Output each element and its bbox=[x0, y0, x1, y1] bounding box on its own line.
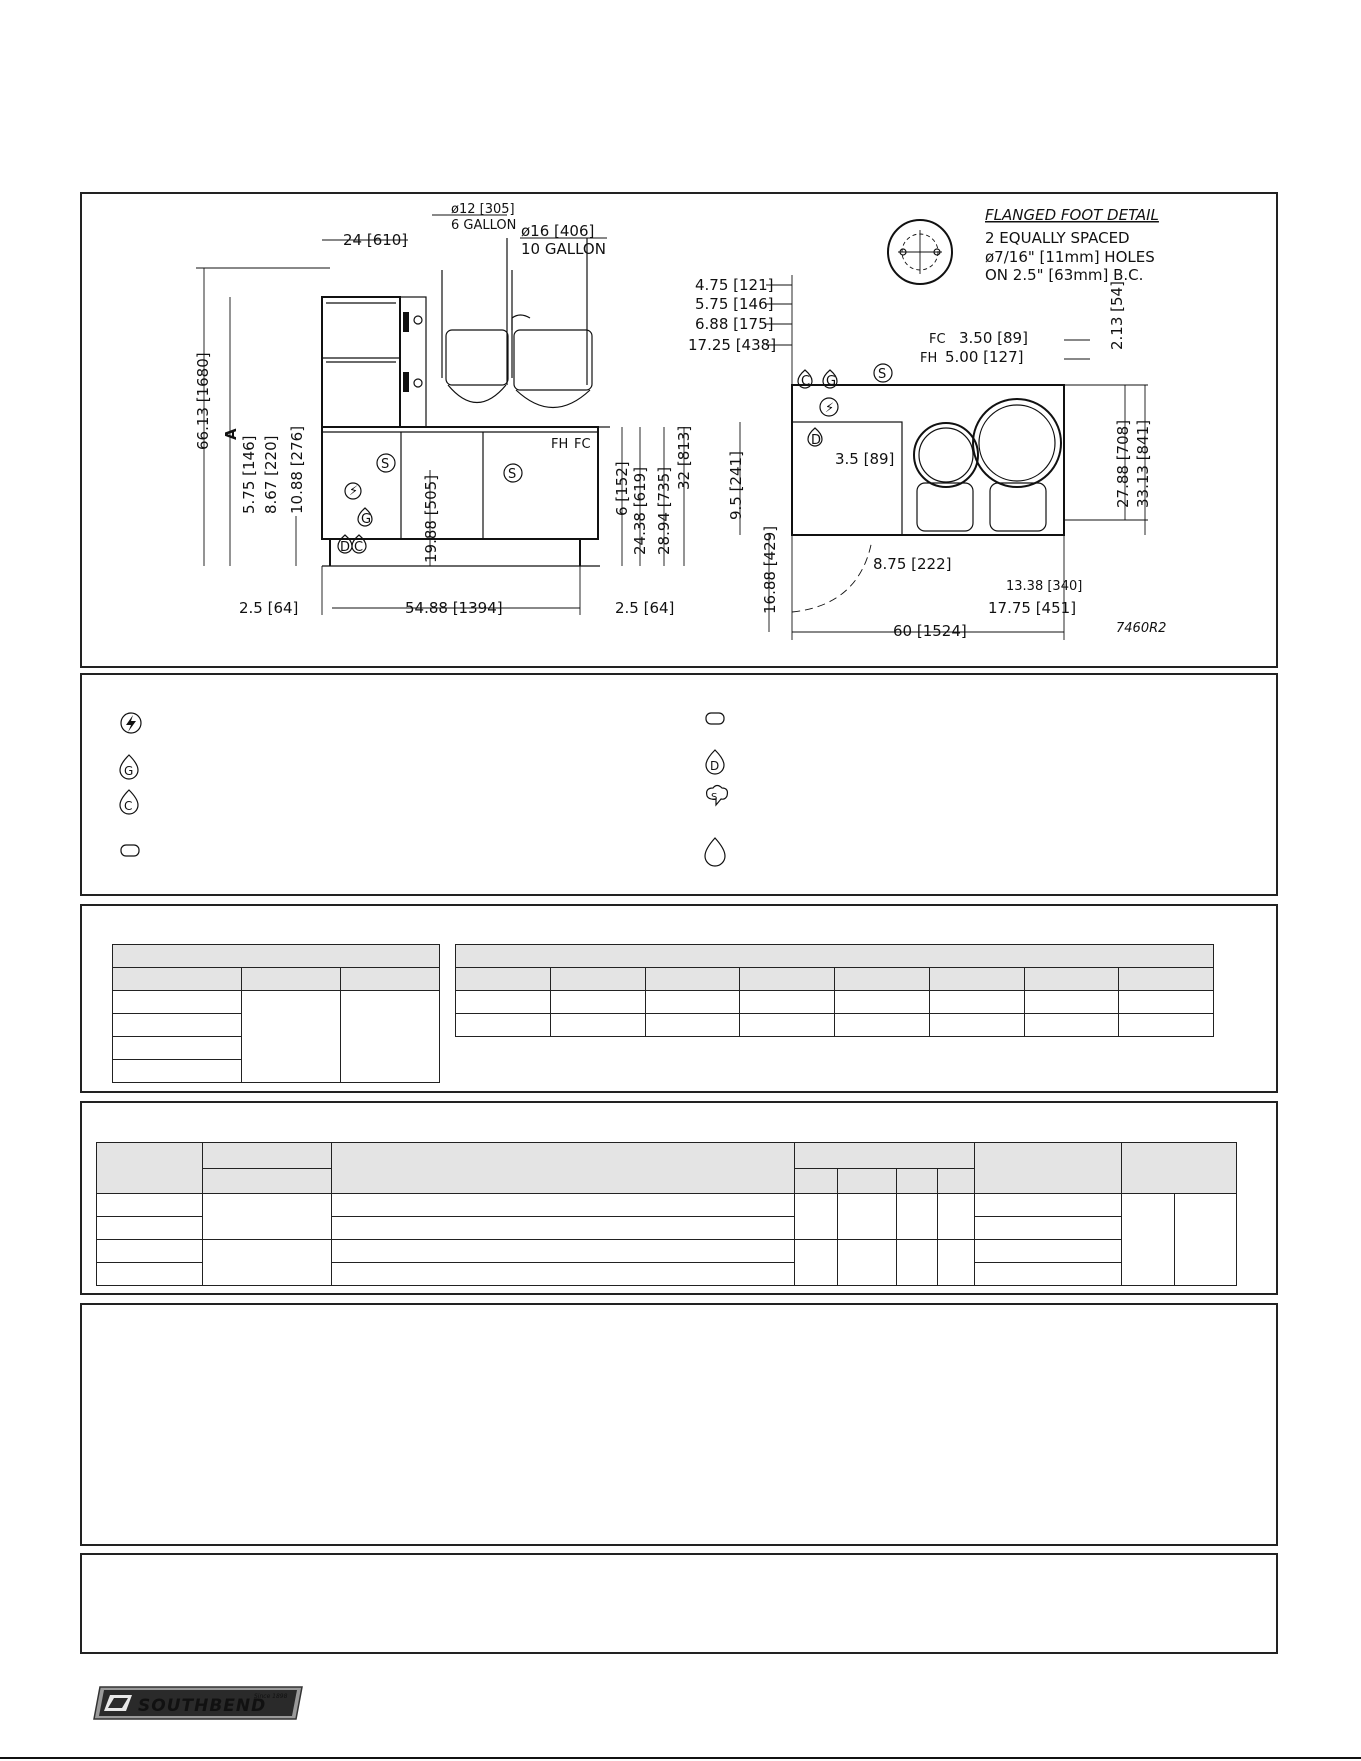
table-cell bbox=[550, 991, 645, 1014]
elec-subcol bbox=[938, 1168, 975, 1194]
water-icon bbox=[705, 838, 725, 866]
table-cell bbox=[1024, 991, 1119, 1014]
front-c-label: C bbox=[354, 540, 364, 555]
plan-fc-label: FC bbox=[929, 332, 946, 347]
table-cell bbox=[97, 1240, 203, 1263]
front-g-label: G bbox=[361, 512, 372, 527]
table-cell bbox=[740, 1014, 835, 1037]
front-d-label: D bbox=[340, 540, 351, 555]
table-cell bbox=[938, 1240, 975, 1286]
rating-col bbox=[645, 968, 740, 991]
plan-dim-1: 4.75 [121] bbox=[695, 276, 774, 294]
elec-col-group bbox=[203, 1143, 332, 1169]
plan-dim-4: 17.25 [438] bbox=[688, 336, 777, 354]
dimension-drawing bbox=[82, 194, 1276, 666]
rating-col bbox=[835, 968, 930, 991]
elec-col-extra bbox=[1122, 1143, 1237, 1194]
dim-kettle-large-cap: 10 GALLON bbox=[521, 240, 606, 258]
front-fc-label: FC bbox=[574, 437, 591, 452]
shipping-col-2 bbox=[242, 968, 341, 991]
table-cell bbox=[835, 1014, 930, 1037]
plan-kettle-offset-1: 13.38 [340] bbox=[1006, 579, 1083, 594]
dim-left-offset: 2.5 [64] bbox=[239, 599, 299, 617]
table-cell bbox=[113, 991, 242, 1014]
bottom-rule bbox=[0, 1757, 1361, 1759]
table-cell bbox=[456, 1014, 551, 1037]
table-cell bbox=[938, 1194, 975, 1240]
table-cell bbox=[332, 1240, 795, 1263]
electrical-panel bbox=[80, 1101, 1278, 1295]
table-cell bbox=[97, 1217, 203, 1240]
dim-counter-height-2: 28.94 [735] bbox=[655, 466, 673, 555]
table-cell bbox=[113, 1037, 242, 1060]
footer-panel bbox=[80, 1553, 1278, 1654]
plan-drain-depth: 9.5 [241] bbox=[727, 451, 745, 520]
shipping-col-1 bbox=[113, 968, 242, 991]
southbend-logo bbox=[92, 1685, 304, 1721]
dim-steam-height: 19.88 [505] bbox=[422, 474, 440, 563]
dim-height-a: A bbox=[222, 428, 240, 440]
rating-col bbox=[550, 968, 645, 991]
table-cell bbox=[975, 1194, 1122, 1217]
dim-counter-height-1: 24.38 [619] bbox=[631, 466, 649, 555]
table-cell bbox=[332, 1194, 795, 1217]
table-cell bbox=[1119, 1014, 1214, 1037]
table-cell bbox=[341, 991, 440, 1083]
shipping-table-header bbox=[113, 945, 440, 968]
rating-col bbox=[740, 968, 835, 991]
table-cell bbox=[645, 991, 740, 1014]
table-cell bbox=[1175, 1194, 1237, 1286]
drain-icon bbox=[706, 750, 724, 774]
front-elec-marker: ⚡ bbox=[349, 484, 359, 499]
svg-text:G: G bbox=[124, 764, 134, 778]
electric-icon bbox=[121, 713, 141, 733]
table-cell bbox=[795, 1194, 838, 1240]
elec-col-amps bbox=[975, 1143, 1122, 1194]
table-cell bbox=[456, 991, 551, 1014]
elec-subcol bbox=[838, 1168, 897, 1194]
service-legend-panel bbox=[80, 673, 1278, 896]
steam-icon bbox=[707, 786, 728, 806]
table-cell bbox=[795, 1240, 838, 1286]
table-cell bbox=[1119, 991, 1214, 1014]
plan-d-label: D bbox=[811, 433, 822, 448]
legend-icons bbox=[82, 675, 1276, 894]
table-cell bbox=[645, 1014, 740, 1037]
dim-kettle-large-dia: ø16 [406] bbox=[521, 222, 595, 240]
plan-leg-depth: 16.88 [429] bbox=[761, 525, 779, 614]
svg-text:C: C bbox=[124, 799, 133, 813]
plan-c-label: C bbox=[801, 374, 811, 389]
dim-elec-height: 10.88 [276] bbox=[288, 425, 306, 514]
table-cell bbox=[929, 1014, 1024, 1037]
rating-col bbox=[1024, 968, 1119, 991]
table-cell bbox=[203, 1240, 332, 1286]
elec-col-description bbox=[332, 1143, 795, 1194]
dim-cabinet-width: 24 [610] bbox=[343, 231, 408, 249]
table-cell bbox=[97, 1194, 203, 1217]
table-cell bbox=[838, 1194, 897, 1240]
plan-door-swing: 8.75 [222] bbox=[873, 555, 952, 573]
logo-text: SOUTHBEND bbox=[138, 1696, 267, 1716]
svg-text:S: S bbox=[711, 792, 718, 803]
plan-depth-1: 27.88 [708] bbox=[1114, 419, 1132, 508]
specs-panel bbox=[80, 904, 1278, 1093]
plan-fh-dim: 5.00 [127] bbox=[945, 348, 1024, 366]
plan-dim-2: 5.75 [146] bbox=[695, 295, 774, 313]
table-cell bbox=[242, 991, 341, 1083]
plan-depth-2: 33.13 [841] bbox=[1134, 419, 1152, 508]
table-cell bbox=[975, 1217, 1122, 1240]
plan-s-label: S bbox=[878, 367, 887, 382]
rating-table bbox=[455, 944, 1214, 1037]
front-s-label-1: S bbox=[381, 457, 390, 472]
cold-water-icon bbox=[120, 790, 138, 814]
flanged-line-1: 2 EQUALLY SPACED bbox=[985, 229, 1130, 247]
rating-col bbox=[456, 968, 551, 991]
rating-col bbox=[1119, 968, 1214, 991]
table-cell bbox=[203, 1194, 332, 1240]
logo-since: Since 1898 bbox=[254, 1693, 288, 1700]
rating-col bbox=[929, 968, 1024, 991]
gas-icon bbox=[120, 755, 138, 779]
table-cell bbox=[97, 1263, 203, 1286]
plan-fh-label: FH bbox=[920, 351, 938, 366]
connection-oval-icon bbox=[706, 713, 724, 724]
plan-elec-marker: ⚡ bbox=[825, 401, 835, 416]
table-cell bbox=[975, 1240, 1122, 1263]
plan-width: 60 [1524] bbox=[893, 622, 967, 640]
dim-counter-height-3: 32 [813] bbox=[675, 425, 693, 490]
table-cell bbox=[838, 1240, 897, 1286]
table-cell bbox=[975, 1263, 1122, 1286]
plan-drain-offset: 3.5 [89] bbox=[835, 450, 895, 468]
drawing-panel bbox=[80, 192, 1278, 668]
plan-fc-dim: 3.50 [89] bbox=[959, 329, 1028, 347]
table-cell bbox=[332, 1263, 795, 1286]
dim-kettle-small-cap: 6 GALLON bbox=[451, 218, 517, 233]
elec-col-model bbox=[97, 1143, 203, 1194]
rating-table-header bbox=[456, 945, 1214, 968]
plan-kettle-offset-2: 17.75 [451] bbox=[988, 599, 1077, 617]
table-cell bbox=[1122, 1194, 1175, 1286]
drawing-number: 7460R2 bbox=[1116, 621, 1167, 636]
flanged-line-3: ON 2.5" [63mm] B.C. bbox=[985, 266, 1144, 284]
elec-subcol bbox=[203, 1168, 332, 1194]
dim-gas-height: 8.67 [220] bbox=[262, 435, 280, 514]
svg-text:D: D bbox=[710, 759, 720, 773]
table-cell bbox=[113, 1060, 242, 1083]
flanged-title: FLANGED FOOT DETAIL bbox=[985, 206, 1159, 224]
flanged-line-2: ø7/16" [11mm] HOLES bbox=[985, 248, 1155, 266]
table-cell bbox=[740, 991, 835, 1014]
plan-g-label: G bbox=[826, 374, 837, 389]
front-fh-label: FH bbox=[551, 437, 569, 452]
front-s-label-2: S bbox=[508, 467, 517, 482]
dim-right-offset: 2.5 [64] bbox=[615, 599, 675, 617]
notes-panel bbox=[80, 1303, 1278, 1546]
plan-dim-3: 6.88 [175] bbox=[695, 315, 774, 333]
table-cell bbox=[113, 1014, 242, 1037]
elec-subcol bbox=[897, 1168, 938, 1194]
table-cell bbox=[897, 1194, 938, 1240]
table-cell bbox=[550, 1014, 645, 1037]
shipping-col-3 bbox=[341, 968, 440, 991]
dim-cold-height: 5.75 [146] bbox=[240, 435, 258, 514]
connection-oval-icon bbox=[121, 845, 139, 856]
table-cell bbox=[1024, 1014, 1119, 1037]
table-cell bbox=[835, 991, 930, 1014]
shipping-table bbox=[112, 944, 440, 1083]
electrical-table bbox=[96, 1142, 1237, 1286]
table-cell bbox=[929, 991, 1024, 1014]
dim-overall-width: 54.88 [1394] bbox=[405, 599, 503, 617]
table-cell bbox=[332, 1217, 795, 1240]
dim-fh-height: 6 [152] bbox=[613, 461, 631, 516]
elec-subcol bbox=[795, 1168, 838, 1194]
table-cell bbox=[897, 1240, 938, 1286]
dim-overall-height: 66.13 [1680] bbox=[194, 352, 212, 450]
plan-top-depth: 2.13 [54] bbox=[1108, 281, 1126, 350]
elec-col-ratings bbox=[795, 1143, 975, 1169]
dim-kettle-small-dia: ø12 [305] bbox=[451, 202, 515, 217]
